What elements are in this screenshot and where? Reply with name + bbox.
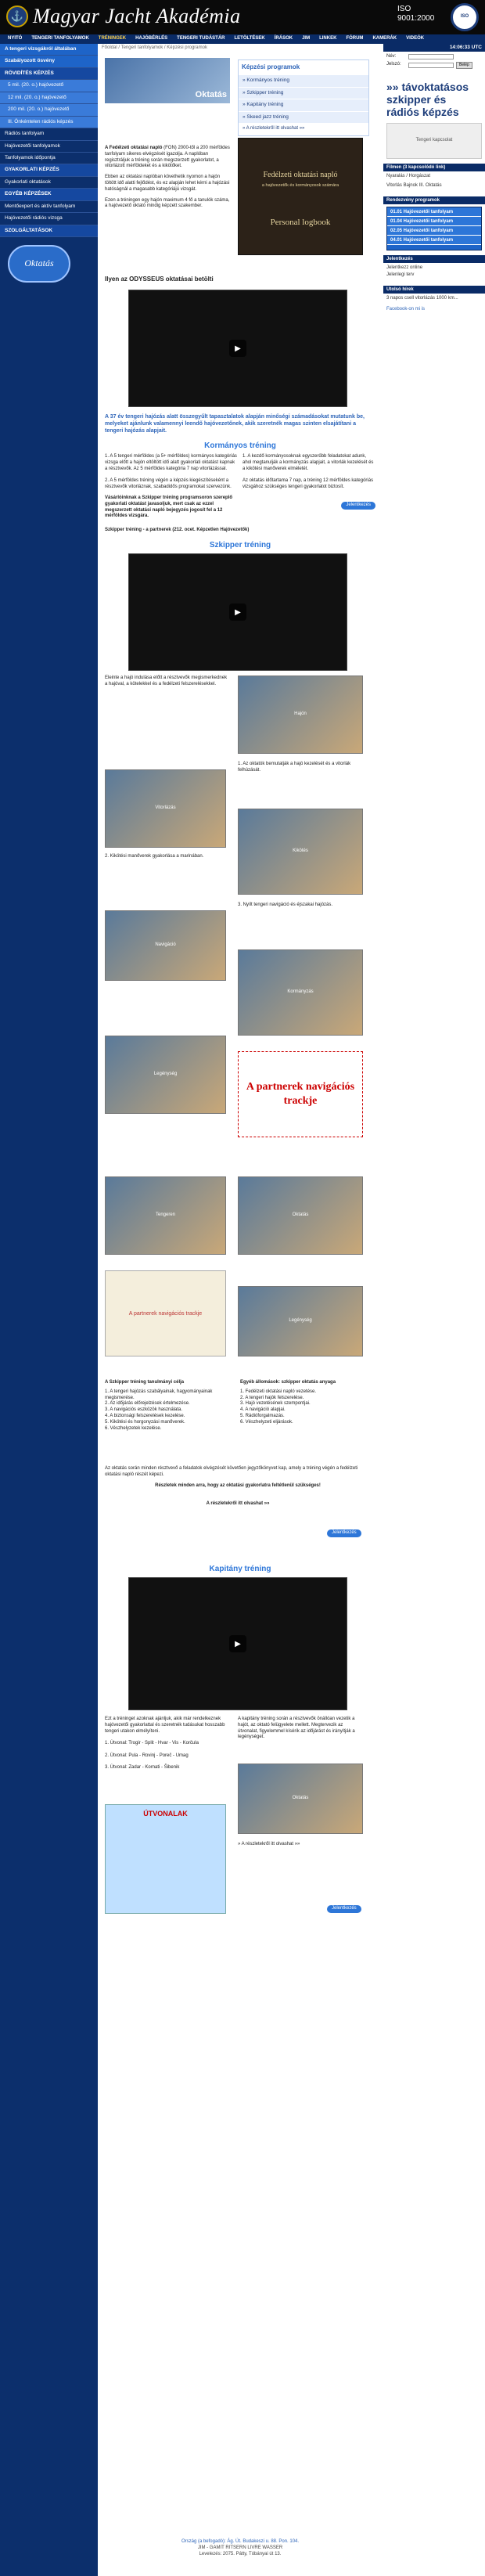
- sidebar-item-9[interactable]: Tanfolyamok időpontja: [0, 153, 98, 164]
- login-pass-label: Jelszó:: [386, 62, 401, 67]
- play-icon[interactable]: ▶: [229, 340, 246, 357]
- last-news-text[interactable]: 3 napos csell vitorlázás 1000 km...: [386, 296, 458, 301]
- right-column: [383, 44, 485, 315]
- szkipper-text-2: 1. Az oktatók bemutatják a hajó kezelését és a vitorlák felhúzását.: [238, 762, 351, 773]
- promo-image[interactable]: Tengeri kapcsolat: [386, 123, 482, 159]
- nav-item-7[interactable]: JIM: [302, 36, 311, 41]
- sidebar-item-14[interactable]: Hajóvezetői rádiós vizsga: [0, 213, 98, 225]
- utc-clock: 14:06:33 UTC: [383, 44, 485, 52]
- mid-paragraph: A 37 év tengeri hajózás alatt összegyűlt tapasztalatok alapján minőségi számadásokat mutatunk be, melyeket ajánlunk valamennyi leendő hajóvezetőnek, akik szeretnék magas szinten elsajátítani a tengeri hajózás alapjait.: [105, 414, 365, 434]
- breadcrumb[interactable]: Főoldal / Tengeri tanfolyamok / Képzési programok: [102, 45, 207, 50]
- sidebar-item-5[interactable]: 200 mil. (20. o.) hajóvezető: [0, 104, 98, 116]
- course-item-0[interactable]: 01.01 Hajóvezetői tanfolyam: [387, 207, 481, 217]
- route-map-2: ÚTVONALAK: [105, 1804, 226, 1914]
- sidebar: [0, 44, 98, 2576]
- szkipper-apply-button[interactable]: Jelentkezés: [327, 1529, 361, 1537]
- sidebar-item-11[interactable]: Gyakorlati oktatások: [0, 177, 98, 189]
- nav-item-3[interactable]: HAJÓBÉRLÉS: [135, 36, 168, 41]
- program-link-0[interactable]: » Kormányos tréning: [239, 74, 368, 86]
- szkipper-text-3: 2. Kikötési manőverek gyakorlása a marinában.: [105, 854, 204, 859]
- site-header: [0, 0, 485, 34]
- intro-text: A Fedélzeti oktatási napló (FON) 2000-től a 200 mérföldes tanfolyam sikeres elvégzését igazolja. A naplóban regisztráljuk a tréning során megszerzett gyakorlatot, a vitorlázott mérföldeket és a kikötőket. Ebben az oktatási naplóban követhetik nyomon a hajón töltött idő alatti fejlődést, és ez alapján lehet kérni a hajózási hatóságnál a magasabb kategóriájú vizsgát. Ezen a tréningen egy hajón maximum 4 fő a tanulók száma, a hajóvezető oktató mindig képzett szakember.: [105, 146, 230, 209]
- last-news-head: Utolsó hírek: [383, 286, 485, 294]
- sidebar-item-12: EGYÉB KÉPZÉSEK: [0, 189, 98, 200]
- kormanyos-link[interactable]: Szkipper tréning - a partnerek (212. ocet. Képzetlen Hajóvezetők): [105, 528, 250, 533]
- photo-4: Navigáció: [105, 910, 226, 981]
- footer: Ország (a befogadó): Ág. Út. Budakeszi u. 88. Pon. 104. JIM - GAMIT RITSERN LIVRE WASSER Levelezés: 2075. Pátty, Tóbányai út 13.: [181, 2539, 300, 2556]
- anchor-logo-icon: ⚓: [6, 5, 28, 27]
- nav-item-1[interactable]: TENGERI TANFOLYAMOK: [31, 36, 89, 41]
- film-head: Filmen (3 kapcsolódó link): [383, 164, 485, 171]
- play-icon[interactable]: ▶: [229, 1635, 246, 1652]
- program-box: [238, 59, 369, 136]
- nav-item-10[interactable]: KAMERÁK: [372, 36, 397, 41]
- photo-5: Kormányzás: [238, 949, 363, 1036]
- nav-item-11[interactable]: VIDEÓK: [406, 36, 425, 41]
- lower-right-text: Egyéb állomások: szkipper oktatás anyaga 1. Fedélzeti oktatási napló vezetése. 2. A tengeri hajók felszerelése. 3. Hajó vezetésének szempontjai. 4. A navigáció alapjai. 5. Rádióforgalmazás. 6. Vészhelyzeti eljárások.: [240, 1380, 336, 1425]
- szkipper-text-4: 3. Nyílt tengeri navigáció és éjszakai hajózás.: [238, 903, 333, 908]
- kormanyos-right-text: 1. A kezdő kormányosoknak egyszerűbb feladatokat adunk, ahol megtanulják a kormányzás alapjait, a vitorlák kezelését és a kikötési manőverek elméletét. Az oktatás időtartama 7 nap, a tréning 12 mérföldes kategóriás vizsgához szükséges tengeri gyakorlatot biztosít. Jelentkezés: [242, 454, 375, 520]
- photo-1: Hajón: [238, 676, 363, 754]
- iso-text: ISO 9001:2000: [397, 5, 435, 23]
- kapitany-title: Kapitány tréning: [209, 1565, 271, 1574]
- iso-badge-icon: ISO: [451, 3, 479, 31]
- kiad-head: Rendezvény programok: [383, 196, 485, 204]
- lower-more-link[interactable]: A részletekről itt olvashat »»: [206, 1501, 270, 1507]
- photo-8: Oktatás: [238, 1176, 363, 1255]
- program-box-title: Képzési programok: [242, 63, 300, 70]
- video-player-1[interactable]: [128, 290, 347, 407]
- course-item-2[interactable]: 02.05 Hajóvezetői tanfolyam: [387, 226, 481, 236]
- main-nav: [0, 34, 485, 44]
- login-button[interactable]: Belép: [456, 62, 472, 69]
- oktatas-image: Oktatás: [105, 58, 230, 103]
- sidebar-item-8[interactable]: Hajóvezetői tanfolyamok: [0, 141, 98, 153]
- facebook-link[interactable]: Facebook-on mi is: [386, 307, 426, 312]
- nav-item-5[interactable]: LETÖLTÉSEK: [234, 36, 265, 41]
- film-text: Nyaralás / Horgászat Vitorlás Bajnok III. Oktatás: [386, 174, 442, 188]
- kapitany-apply-button[interactable]: Jelentkezés: [327, 1905, 361, 1913]
- program-more-link[interactable]: » A részletekről itt olvashat »»: [242, 126, 305, 132]
- lower-left-text: A Szkipper tréning tanulmányi célja 1. A tengeri hajózás szabályainak, hagyományainak megismerése. 2. Az időjárás előrejelzések értelmezése. 3. A navigációs eszközök használata. 4. A biztonsági felszerelések kezelése. 5. Kikötési és horgonyzási manőverek. 6. Vészhelyzetek kezelése.: [105, 1380, 213, 1431]
- login-user-input[interactable]: [408, 54, 454, 59]
- sidebar-logo[interactable]: Oktatás: [8, 245, 70, 283]
- szkipper-gallery: [100, 676, 380, 1540]
- kormanyos-title: Kormányos tréning: [204, 441, 276, 451]
- sidebar-item-13[interactable]: Mentőexpert és aktív tanfolyam: [0, 201, 98, 213]
- photo-10: Oktatás: [238, 1764, 363, 1834]
- logbook-cover: Fedélzeti oktatási napló a hajóvezetők és kormányosok számára Personal logbook: [238, 138, 363, 255]
- site-logo[interactable]: [6, 5, 241, 28]
- kapitany-link[interactable]: » A részletekről itt olvashat »»: [238, 1842, 300, 1847]
- sidebar-item-3[interactable]: 5 mil. (20. o.) hajóvezető: [0, 80, 98, 92]
- promo-text[interactable]: »» távoktatásos szkipper és rádiós képzés: [386, 80, 469, 118]
- course-item-3[interactable]: 04.01 Hajóvezetői tanfolyam: [387, 236, 481, 245]
- login-user-label: Név:: [386, 54, 397, 59]
- photo-6: Legénység: [105, 1036, 226, 1114]
- sidebar-item-6[interactable]: Ill. Önkéntelen rádiós képzés: [0, 117, 98, 128]
- login-form: [383, 52, 485, 73]
- sidebar-item-7[interactable]: Rádiós tanfolyam: [0, 128, 98, 140]
- sidebar-item-10: GYAKORLATI KÉPZÉS: [0, 164, 98, 176]
- sidebar-item-2: RÖVIDÍTÉS KÉPZÉS: [0, 68, 98, 80]
- sidebar-item-4[interactable]: 12 mil. (20. o.) hajóvezető: [0, 92, 98, 104]
- szkipper-text: [105, 676, 230, 688]
- photo-2: Vitorlázás: [105, 769, 226, 848]
- reg-text[interactable]: Jelentkezz online Jelenlegi terv: [386, 265, 423, 278]
- track-map: A partnerek navigációs trackje: [238, 1051, 363, 1137]
- kapitany-right-text: A kapitány tréning során a résztvevők önállóan vezetik a hajót, az oktató felügyelete mellett. Megtervezik az útvonalat, figyelemmel kísérik az időjárást és irányítják a legénységet.: [238, 1717, 355, 1740]
- video1-title: Ilyen az ODYSSEUS oktatásai betölti: [105, 276, 214, 283]
- photo-3: Kikötés: [238, 809, 363, 895]
- nav-item-8[interactable]: LINKEK: [319, 36, 337, 41]
- nav-item-4[interactable]: TENGERI TUDÁSTÁR: [177, 36, 225, 41]
- kapitany-left-text: Ezt a tréninget azoknak ajánljuk, akik már rendelkeznek hajóvezetői gyakorlattal és szeretnék tudásukat hosszabb tengeri utakon elmélyíteni. 1. Útvonal: Trogir - Split - Hvar - Vis - Korčula 2. Útvonal: Pula - Rovinj - Poreč - Umag 3. Útvonal: Zadar - Kornati - Šibenik: [105, 1717, 225, 1771]
- lower-paragraph: Az oktatás során minden résztvevő a feladatok elvégzését követően jegyzőkönyvet kap, amely a tréning végén a fedélzeti oktatási napló részét képezi. Részletek minden arra, hogy az oktatási gyakorlatra feltétlenül szükséges! A részletekről itt olvashat »»: [105, 1466, 371, 1508]
- login-pass-input[interactable]: [408, 63, 454, 68]
- route-map-1: A partnerek navigációs trackje: [105, 1270, 226, 1356]
- video-player-3[interactable]: [128, 1577, 347, 1710]
- sidebar-item-0[interactable]: A tengeri vizsgákról általában: [0, 44, 98, 56]
- szkipper-line-0: Eleinte a hajó indulása előtt a résztvevők megismerkednek a hajóval, a kötelekkel és a fedélzeti felszerelésekkel.: [105, 676, 228, 686]
- photo-9: Legénység: [238, 1286, 363, 1356]
- play-icon[interactable]: ▶: [229, 603, 246, 621]
- szkipper-title: Szkipper tréning: [209, 541, 271, 550]
- kormanyos-left-text: 1. A 5 tengeri mérföldes (a 5+ mérföldes) kormányos kategóriás vizsga előtt a hajón eltöltött idő alatt gyakorlati oktatást kapnak a résztvevők. Az 5 mérföldes kategória 7 nap vitorlázással. 2. A 5 mérföldes tréning végén a képzés kiegészítéseként a résztvevők vitorláznak, szabadidős programokat szervezünk. Vásárlóinknak a Szkipper tréning programsoron szereplő gyakorlati oktatást javasoljuk, mert csak az ezzel megszerzett oktatási napló bejegyzés jogosít fel a 12 mérföldes vizsgára.: [105, 454, 237, 519]
- sidebar-item-1[interactable]: Szabályozott ösvény: [0, 56, 98, 67]
- program-link-1[interactable]: » Szkipper tréning: [239, 87, 368, 99]
- program-link-3[interactable]: » Skeed jazz tréning: [239, 111, 368, 123]
- nav-item-6[interactable]: ÍRÁSOK: [274, 36, 293, 41]
- photo-7: Tengeren: [105, 1176, 226, 1255]
- program-link-2[interactable]: » Kapitány tréning: [239, 99, 368, 110]
- course-list-box: [386, 207, 482, 250]
- video-player-2[interactable]: [128, 553, 347, 671]
- nav-item-2[interactable]: TRÉNINGEK: [98, 36, 127, 41]
- sidebar-item-15: SZOLGÁLTATÁSOK: [0, 225, 98, 237]
- logo-text: Magyar Jacht Akadémia: [33, 5, 241, 28]
- reg-head: Jelentkezés: [383, 255, 485, 263]
- nav-item-9[interactable]: FÓRUM: [346, 36, 364, 41]
- nav-item-0[interactable]: NYITÓ: [8, 36, 23, 41]
- kormanyos-apply-button[interactable]: Jelentkezés: [341, 502, 375, 510]
- main-content: [100, 44, 380, 1951]
- course-item-1[interactable]: 01.04 Hajóvezetői tanfolyam: [387, 217, 481, 226]
